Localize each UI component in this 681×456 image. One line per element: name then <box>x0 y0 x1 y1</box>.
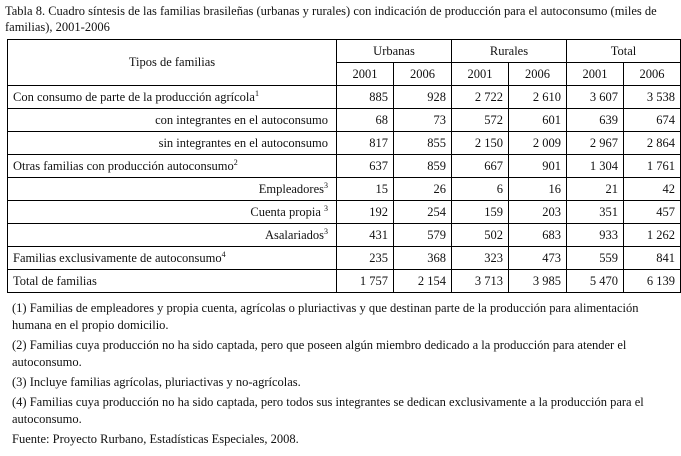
row-label: Total de familias <box>13 273 97 288</box>
value-cell: 368 <box>394 247 452 270</box>
value-cell: 6 <box>452 178 509 201</box>
value-cell: 457 <box>624 201 681 224</box>
value-cell: 254 <box>394 201 452 224</box>
value-cell: 683 <box>509 224 567 247</box>
row-label: Con consumo de parte de la producción agrícola <box>13 89 255 104</box>
value-cell: 637 <box>337 155 394 178</box>
value-cell: 639 <box>567 109 624 132</box>
footnote-1: (1) Familias de empleadores y propia cuenta, agrícolas o pluriactivas y que destinan parte de la producción para alimentación humana en el propio domicilio. <box>12 301 639 332</box>
value-cell: 2 967 <box>567 132 624 155</box>
row-label: Familias exclusivamente de autoconsumo <box>13 250 222 265</box>
value-cell: 502 <box>452 224 509 247</box>
footnote-marker: 2 <box>233 157 238 167</box>
table-caption: Tabla 8. Cuadro síntesis de las familias brasileñas (urbanas y rurales) con indicación de producción para el autoconsumo (miles de familias), 2001-2006 <box>5 4 657 34</box>
value-cell: 26 <box>394 178 452 201</box>
value-cell: 859 <box>394 155 452 178</box>
row-label: sin integrantes en el autoconsumo <box>158 135 328 150</box>
value-cell: 2 154 <box>394 270 452 293</box>
value-cell: 674 <box>624 109 681 132</box>
group-header-urbanas: Urbanas <box>337 40 452 63</box>
value-cell: 841 <box>624 247 681 270</box>
value-cell: 15 <box>337 178 394 201</box>
row-label-cell <box>8 178 337 201</box>
value-cell: 855 <box>394 132 452 155</box>
year-header: 2001 <box>337 63 394 86</box>
value-cell: 667 <box>452 155 509 178</box>
value-cell: 159 <box>452 201 509 224</box>
value-cell: 21 <box>567 178 624 201</box>
group-header-rurales: Rurales <box>452 40 567 63</box>
value-cell: 431 <box>337 224 394 247</box>
value-cell: 1 262 <box>624 224 681 247</box>
source-line: Fuente: Proyecto Rurbano, Estadísticas Especiales, 2008. <box>12 432 299 446</box>
value-cell: 192 <box>337 201 394 224</box>
footnote-2: (2) Familias cuya producción no ha sido captada, pero que poseen algún miembro dedicado a la producción para atender el autoconsumo. <box>12 338 627 369</box>
row-label-cell <box>8 201 337 224</box>
group-header-row <box>8 40 681 63</box>
value-cell: 3 713 <box>452 270 509 293</box>
table-row <box>8 132 681 155</box>
group-header-total: Total <box>567 40 681 63</box>
value-cell: 6 139 <box>624 270 681 293</box>
footnote-marker: 3 <box>324 180 328 190</box>
footnote-marker: 3 <box>324 226 328 236</box>
table-row <box>8 224 681 247</box>
value-cell: 68 <box>337 109 394 132</box>
table-row <box>8 247 681 270</box>
footnote-3: (3) Incluye familias agrícolas, pluriactivas y no-agrícolas. <box>12 375 301 389</box>
year-header: 2001 <box>567 63 624 86</box>
year-header: 2001 <box>452 63 509 86</box>
value-cell: 817 <box>337 132 394 155</box>
footnote-marker: 4 <box>221 249 226 259</box>
row-label-cell <box>8 132 337 155</box>
year-header: 2006 <box>624 63 681 86</box>
value-cell: 579 <box>394 224 452 247</box>
table-row <box>8 155 681 178</box>
row-label-cell <box>8 86 337 109</box>
value-cell: 928 <box>394 86 452 109</box>
table-row <box>8 201 681 224</box>
year-header: 2006 <box>509 63 567 86</box>
table-row <box>8 270 681 293</box>
row-label: Asalariados <box>264 227 324 242</box>
value-cell: 1 304 <box>567 155 624 178</box>
value-cell: 572 <box>452 109 509 132</box>
year-header: 2006 <box>394 63 452 86</box>
value-cell: 2 009 <box>509 132 567 155</box>
value-cell: 473 <box>509 247 567 270</box>
table-row <box>8 109 681 132</box>
row-label: Otras familias con producción autoconsumo <box>13 158 234 173</box>
row-label: Cuenta propia <box>250 204 324 219</box>
value-cell: 3 985 <box>509 270 567 293</box>
value-cell: 203 <box>509 201 567 224</box>
value-cell: 601 <box>509 109 567 132</box>
value-cell: 42 <box>624 178 681 201</box>
value-cell: 16 <box>509 178 567 201</box>
row-label-cell <box>8 109 337 132</box>
table-body <box>8 86 681 293</box>
table-row <box>8 86 681 109</box>
value-cell: 901 <box>509 155 567 178</box>
row-label: con integrantes en el autoconsumo <box>155 112 328 127</box>
row-label-cell <box>8 224 337 247</box>
value-cell: 1 757 <box>337 270 394 293</box>
value-cell: 3 607 <box>567 86 624 109</box>
value-cell: 2 722 <box>452 86 509 109</box>
row-label: Empleadores <box>258 181 324 196</box>
value-cell: 3 538 <box>624 86 681 109</box>
footnote-marker: 3 <box>324 203 328 213</box>
table-row <box>8 178 681 201</box>
value-cell: 2 150 <box>452 132 509 155</box>
value-cell: 351 <box>567 201 624 224</box>
value-cell: 235 <box>337 247 394 270</box>
row-label-cell <box>8 247 337 270</box>
value-cell: 933 <box>567 224 624 247</box>
value-cell: 73 <box>394 109 452 132</box>
row-label-cell <box>8 155 337 178</box>
value-cell: 5 470 <box>567 270 624 293</box>
value-cell: 323 <box>452 247 509 270</box>
footnote-4: (4) Familias cuya producción no ha sido captada, pero todos sus integrantes se dedican exclusivamente a la producción para el autoconsumo. <box>12 395 644 426</box>
footnotes <box>12 300 674 448</box>
value-cell: 2 864 <box>624 132 681 155</box>
row-label-cell <box>8 270 337 293</box>
footnote-marker: 1 <box>254 88 259 98</box>
value-cell: 885 <box>337 86 394 109</box>
value-cell: 1 761 <box>624 155 681 178</box>
row-header: Tipos de familias <box>8 40 337 86</box>
value-cell: 2 610 <box>509 86 567 109</box>
families-table <box>7 39 681 293</box>
document-page <box>4 0 679 448</box>
value-cell: 559 <box>567 247 624 270</box>
